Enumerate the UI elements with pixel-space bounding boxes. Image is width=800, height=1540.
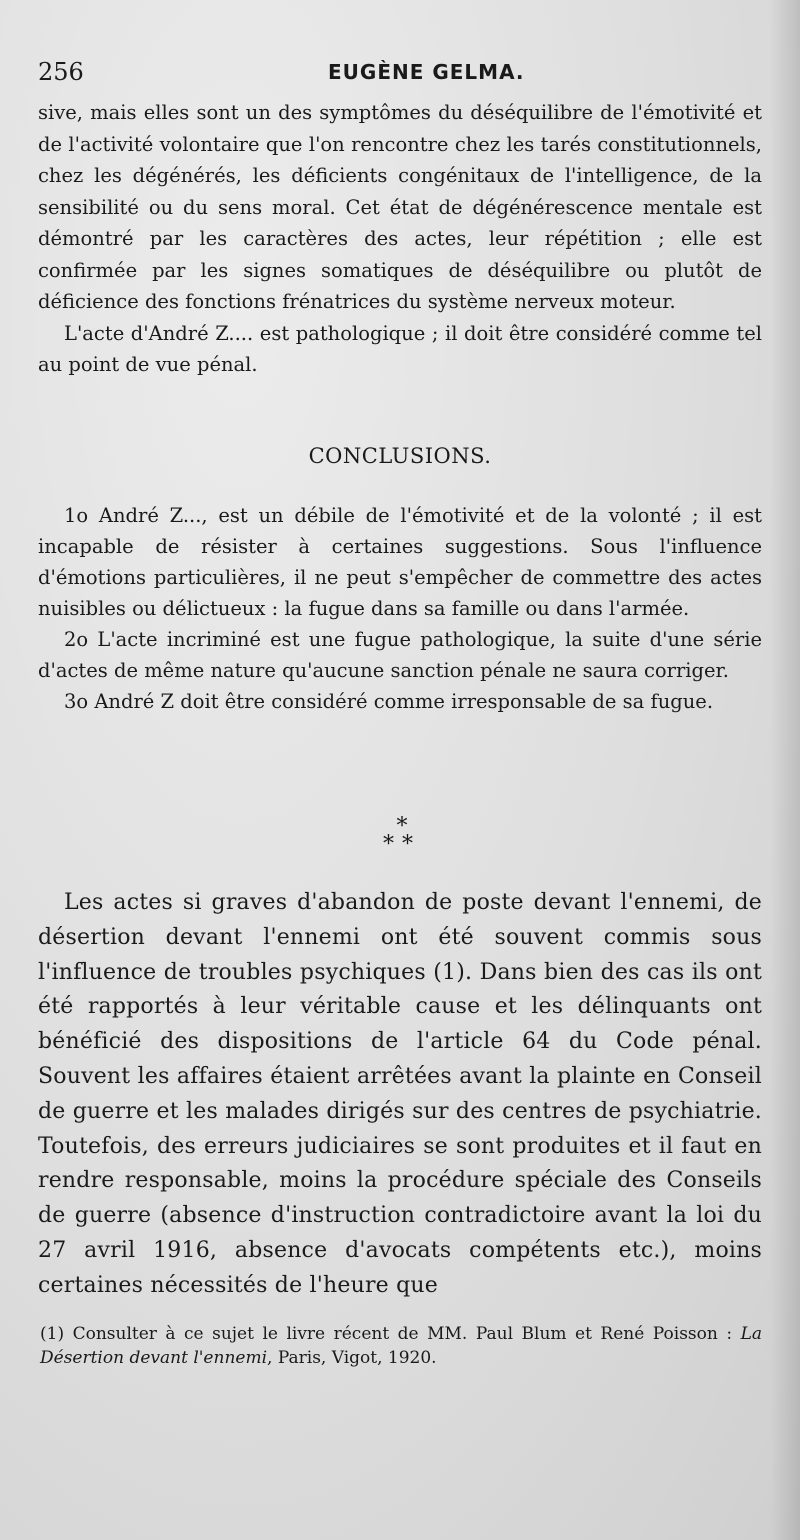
conclusion-item-2: 2o L'acte incriminé est une fugue pathologique, la suite d'une série d'actes de même nature qu'aucune sanction pénale ne saura corriger.	[38, 628, 762, 682]
section-title: CONCLUSIONS.	[308, 444, 492, 468]
footnote-book-title: La Désertion devant l'ennemi	[40, 1324, 762, 1368]
paragraph-desertion: Les actes si graves d'abandon de poste devant l'ennemi, de désertion devant l'ennemi ont été souvent commis sous l'influence de troubles psychiques (1). Dans bien des cas ils ont été rapportés à leur véritable cause et les délinquants ont bénéficié des dispositions de l'article 64 du Code pénal. Souvent les affaires étaient arrêtées avant la plainte en Conseil de guerre et les malades dirigés sur des centres de psychiatrie. Toutefois, des erreurs judiciaires se sont produites et il faut en rendre responsable, moins la procédure spéciale des Conseils de guerre (absence d'instruction contradictoire avant la loi du 27 avril 1916, absence d'avocats compétents etc.), moins certaines nécessités de l'heure que	[38, 890, 762, 1298]
footnote-text: (1) Consulter à ce sujet le livre récent de MM. Paul Blum et René Poisson :	[40, 1324, 741, 1344]
paragraph-continuation: sive, mais elles sont un des symptômes du déséquilibre de l'émotivité et de l'activité volontaire que l'on rencontre chez les tarés constitutionnels, chez les dégénérés, les déficients congénitaux de l'intelligence, de la sensibilité ou du sens moral. Cet état de dégénérescence mentale est démontré par les caractères des actes, leur répétition ; elle est confirmée par les signes somatiques de déséquilibre ou plutôt de déficience des fonctions frénatrices du système nerveux moteur.	[38, 101, 762, 313]
asterism-bottom: **	[383, 832, 421, 857]
asterism-separator	[372, 814, 432, 858]
conclusions-list	[38, 500, 762, 717]
footnote	[40, 1322, 762, 1370]
page-number: 256	[38, 58, 84, 86]
asterism-top: *	[396, 814, 408, 839]
conclusion-item-1: 1o André Z..., est un débile de l'émotivité et de la volonté ; il est incapable de résister à certaines suggestions. Sous l'influence d'émotions particulières, il ne peut s'empêcher de commettre des actes nuisibles ou délictueux : la fugue dans sa famille ou dans l'armée.	[38, 504, 762, 620]
page-header	[38, 58, 768, 92]
footnote-publisher: , Paris, Vigot, 1920.	[267, 1348, 437, 1368]
opening-text-block	[38, 97, 762, 381]
conclusion-item-3: 3o André Z doit être considéré comme irresponsable de sa fugue.	[64, 690, 714, 713]
page-edge-shadow	[770, 0, 800, 1540]
paragraph-verdict: L'acte d'André Z.... est pathologique ; il doit être considéré comme tel au point de vue pénal.	[38, 321, 762, 376]
main-text-block	[38, 886, 762, 1304]
running-head: EUGÈNE GELMA.	[328, 60, 525, 84]
